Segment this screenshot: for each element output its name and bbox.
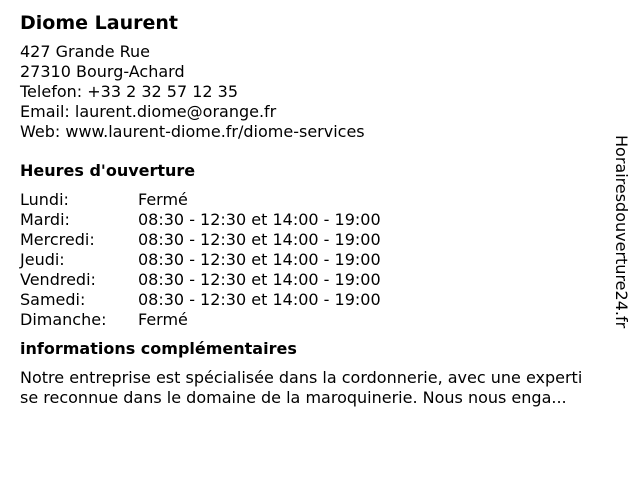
description-line-2: se reconnue dans le domaine de la maroquinerie. Nous nous enga... [20, 388, 567, 407]
business-card [20, 10, 610, 408]
address-city: 27310 Bourg-Achard [20, 62, 185, 81]
day-hours: 08:30 - 12:30 et 14:00 - 19:00 [138, 210, 381, 229]
day-hours: Fermé [138, 190, 188, 209]
day-label: Lundi: [20, 190, 69, 209]
hours-row-sunday [20, 310, 610, 330]
day-hours: 08:30 - 12:30 et 14:00 - 19:00 [138, 230, 381, 249]
day-label: Mardi: [20, 210, 70, 229]
day-hours: 08:30 - 12:30 et 14:00 - 19:00 [138, 250, 381, 269]
day-hours: 08:30 - 12:30 et 14:00 - 19:00 [138, 270, 381, 289]
hours-row-tuesday [20, 210, 610, 230]
day-label: Jeudi: [20, 250, 65, 269]
day-label: Vendredi: [20, 270, 96, 289]
day-label: Samedi: [20, 290, 86, 309]
phone-line: Telefon: +33 2 32 57 12 35 [20, 82, 239, 101]
day-hours: Fermé [138, 310, 188, 329]
hours-row-monday [20, 190, 610, 210]
site-brand-vertical: Horairesdouverture24.fr [612, 135, 631, 329]
additional-info-title: informations complémentaires [20, 339, 297, 358]
email-line: Email: laurent.diome@orange.fr [20, 102, 277, 121]
opening-hours-table [20, 190, 610, 330]
hours-row-wednesday [20, 230, 610, 250]
day-label: Dimanche: [20, 310, 107, 329]
opening-hours-title: Heures d'ouverture [20, 161, 196, 180]
hours-row-friday [20, 270, 610, 290]
hours-row-thursday [20, 250, 610, 270]
day-hours: 08:30 - 12:30 et 14:00 - 19:00 [138, 290, 381, 309]
hours-row-saturday [20, 290, 610, 310]
description-line-1: Notre entreprise est spécialisée dans la cordonnerie, avec une experti [20, 368, 583, 387]
address-street: 427 Grande Rue [20, 42, 151, 61]
web-line: Web: www.laurent-diome.fr/diome-services [20, 122, 365, 141]
day-label: Mercredi: [20, 230, 95, 249]
business-name: Diome Laurent [20, 12, 178, 34]
